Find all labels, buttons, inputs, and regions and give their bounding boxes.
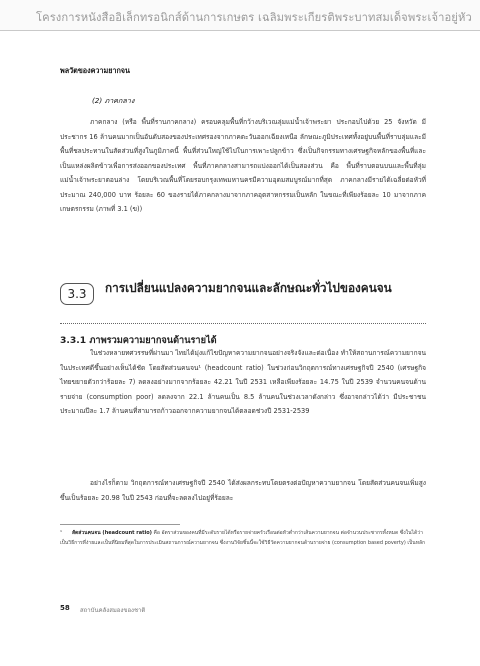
section-title: การเปลี่ยนแปลงความยากจนและลักษณะทั่วไปของคนจน — [105, 281, 392, 295]
book-title: โครงการหนังสืออิเล็กทรอนิกส์ด้านการเกษตร เฉลิมพระเกียรติพระบาทสมเด็จพระเจ้าอยู่หัว — [36, 11, 472, 24]
subsection-title: 3.3.1 ภาพรวมความยากจนด้านรายได้ — [60, 335, 217, 346]
footnote — [60, 529, 426, 548]
page-header — [0, 0, 480, 31]
footnote-term: สัดส่วนคนจน (headcount ratio) — [72, 530, 152, 536]
paragraph-crisis-impact — [60, 476, 426, 505]
page-number: 58 — [60, 604, 70, 612]
footnote-mark: ¹ — [60, 530, 63, 536]
paragraph-poverty-overview — [60, 346, 426, 419]
section-label: พลวัตของความยากจน — [60, 66, 130, 75]
subheading-central-region: (2) ภาคกลาง — [92, 96, 135, 105]
paragraph-text: ภาคกลาง (หรือ พื้นที่ราบภาคกลาง) ครอบคลุมพื้นที่กว้างบริเวณลุ่มแม่น้ำเจ้าพระยา ประกอบไปด้วย 25 จังหวัด มีประชากร 16 ล้านคนมากเป็นอันดับสองของประเทศรองจากภาคตะวันออกเฉียงเหนือ ลักษณะภูมิประเทศทั้งอยู่บนพื้นที่ราบลุ่มและมีพื้นที่ชลประทานในสัดส่วนที่สูงในภูมิภาคนี้ พื้นที่ส่วนใหญ่ใช้ไปในการเพาะปลูกข้าว ซึ่งเป็นกิจกรรมทางเศรษฐกิจหลักของพื้นที่และเป็นแหล่งผลิตข้าวเพื่อการส่งออกของประเทศ พื้นที่ภาคกลางสามารถแบ่งออกได้เป็นสองส่วน คือ พื้นที่ราบตอนบนและพื้นที่ลุ่มแม่น้ำเจ้าพระยาตอนล่าง โดยบริเวณพื้นที่โดยรอบกรุงเทพมหานครมีความอุดมสมบูรณ์มากที่สุด ภาคกลางมีรายได้เฉลี่ยต่อหัวที่ประมาณ 240,000 บาท ร้อยละ 60 ของรายได้ภาคกลางมาจากภาคอุตสาหกรรมเป็นหลัก ในขณะที่เพียงร้อยละ 10 มาจากภาคเกษตรกรรม (ภาพที่ 3.1 (ข)) — [60, 118, 426, 213]
paragraph-text: อย่างไรก็ตาม วิกฤตการณ์ทางเศรษฐกิจปี 2540 ได้ส่งผลกระทบโดยตรงต่อปัญหาความยากจน โดยสัดส่วนคนจนเพิ่มสูงขึ้นเป็นร้อยละ 20.98 ในปี 2543 ก่อนที่จะลดลงไปอยู่ที่ร้อยละ — [60, 479, 426, 502]
paragraph-text: ในช่วงหลายทศวรรษที่ผ่านมา ไทยได้มุ่งแก้ไขปัญหาความยากจนอย่างจริงจังและต่อเนื่อง ทำให้สถานการณ์ความยากจนในประเทศดีขึ้นอย่างเห็นได้ชัด โดยสัดส่วนคนจน¹ (headcount ratio) ในช่วงก่อนวิกฤตการณ์ทางเศรษฐกิจปี 2540 (เศรษฐกิจไทยขยายตัวกว่าร้อยละ 7) ลดลงอย่างมากจากร้อยละ 42.21 ในปี 2531 เหลือเพียงร้อยละ 14.75 ในปี 2539 จำนวนคนจนด้านรายจ่าย (consumption poor) ลดลงจาก 22.1 ล้านคนเป็น 8.5 ล้านคนในช่วงเวลาดังกล่าว ซึ่งอาจกล่าวได้ว่า มีประชาชนประมาณปีละ 1.7 ล้านคนที่สามารถก้าวออกจากความยากจนได้ตลอดช่วงปี 2531-2539 — [60, 349, 426, 415]
footnote-text: คือ อัตราส่วนของคนที่มีระดับรายได้หรือรายจ่ายครัวเรือนต่อหัวต่ำกว่าเส้นความยากจน ต่อจำนวนประชากรทั้งหมด ซึ่งในได้ว่าเป็นวิธีการที่ง่ายและเป็นที่นิยมที่สุดในการประเมินสถานการณ์ความยากจน ซึ่งงานวิจัยชิ้นนี้จะใช้วิธีวัดความยากจนด้านรายจ่าย (consumption based poverty) เป็นหลัก — [60, 530, 426, 546]
footnote-divider — [60, 524, 180, 525]
section-divider — [60, 323, 426, 324]
footer-title: สถาบันคลังสมองของชาติ — [80, 607, 146, 614]
section-number-box: 3.3 — [60, 283, 94, 305]
paragraph-central-region — [60, 115, 426, 217]
